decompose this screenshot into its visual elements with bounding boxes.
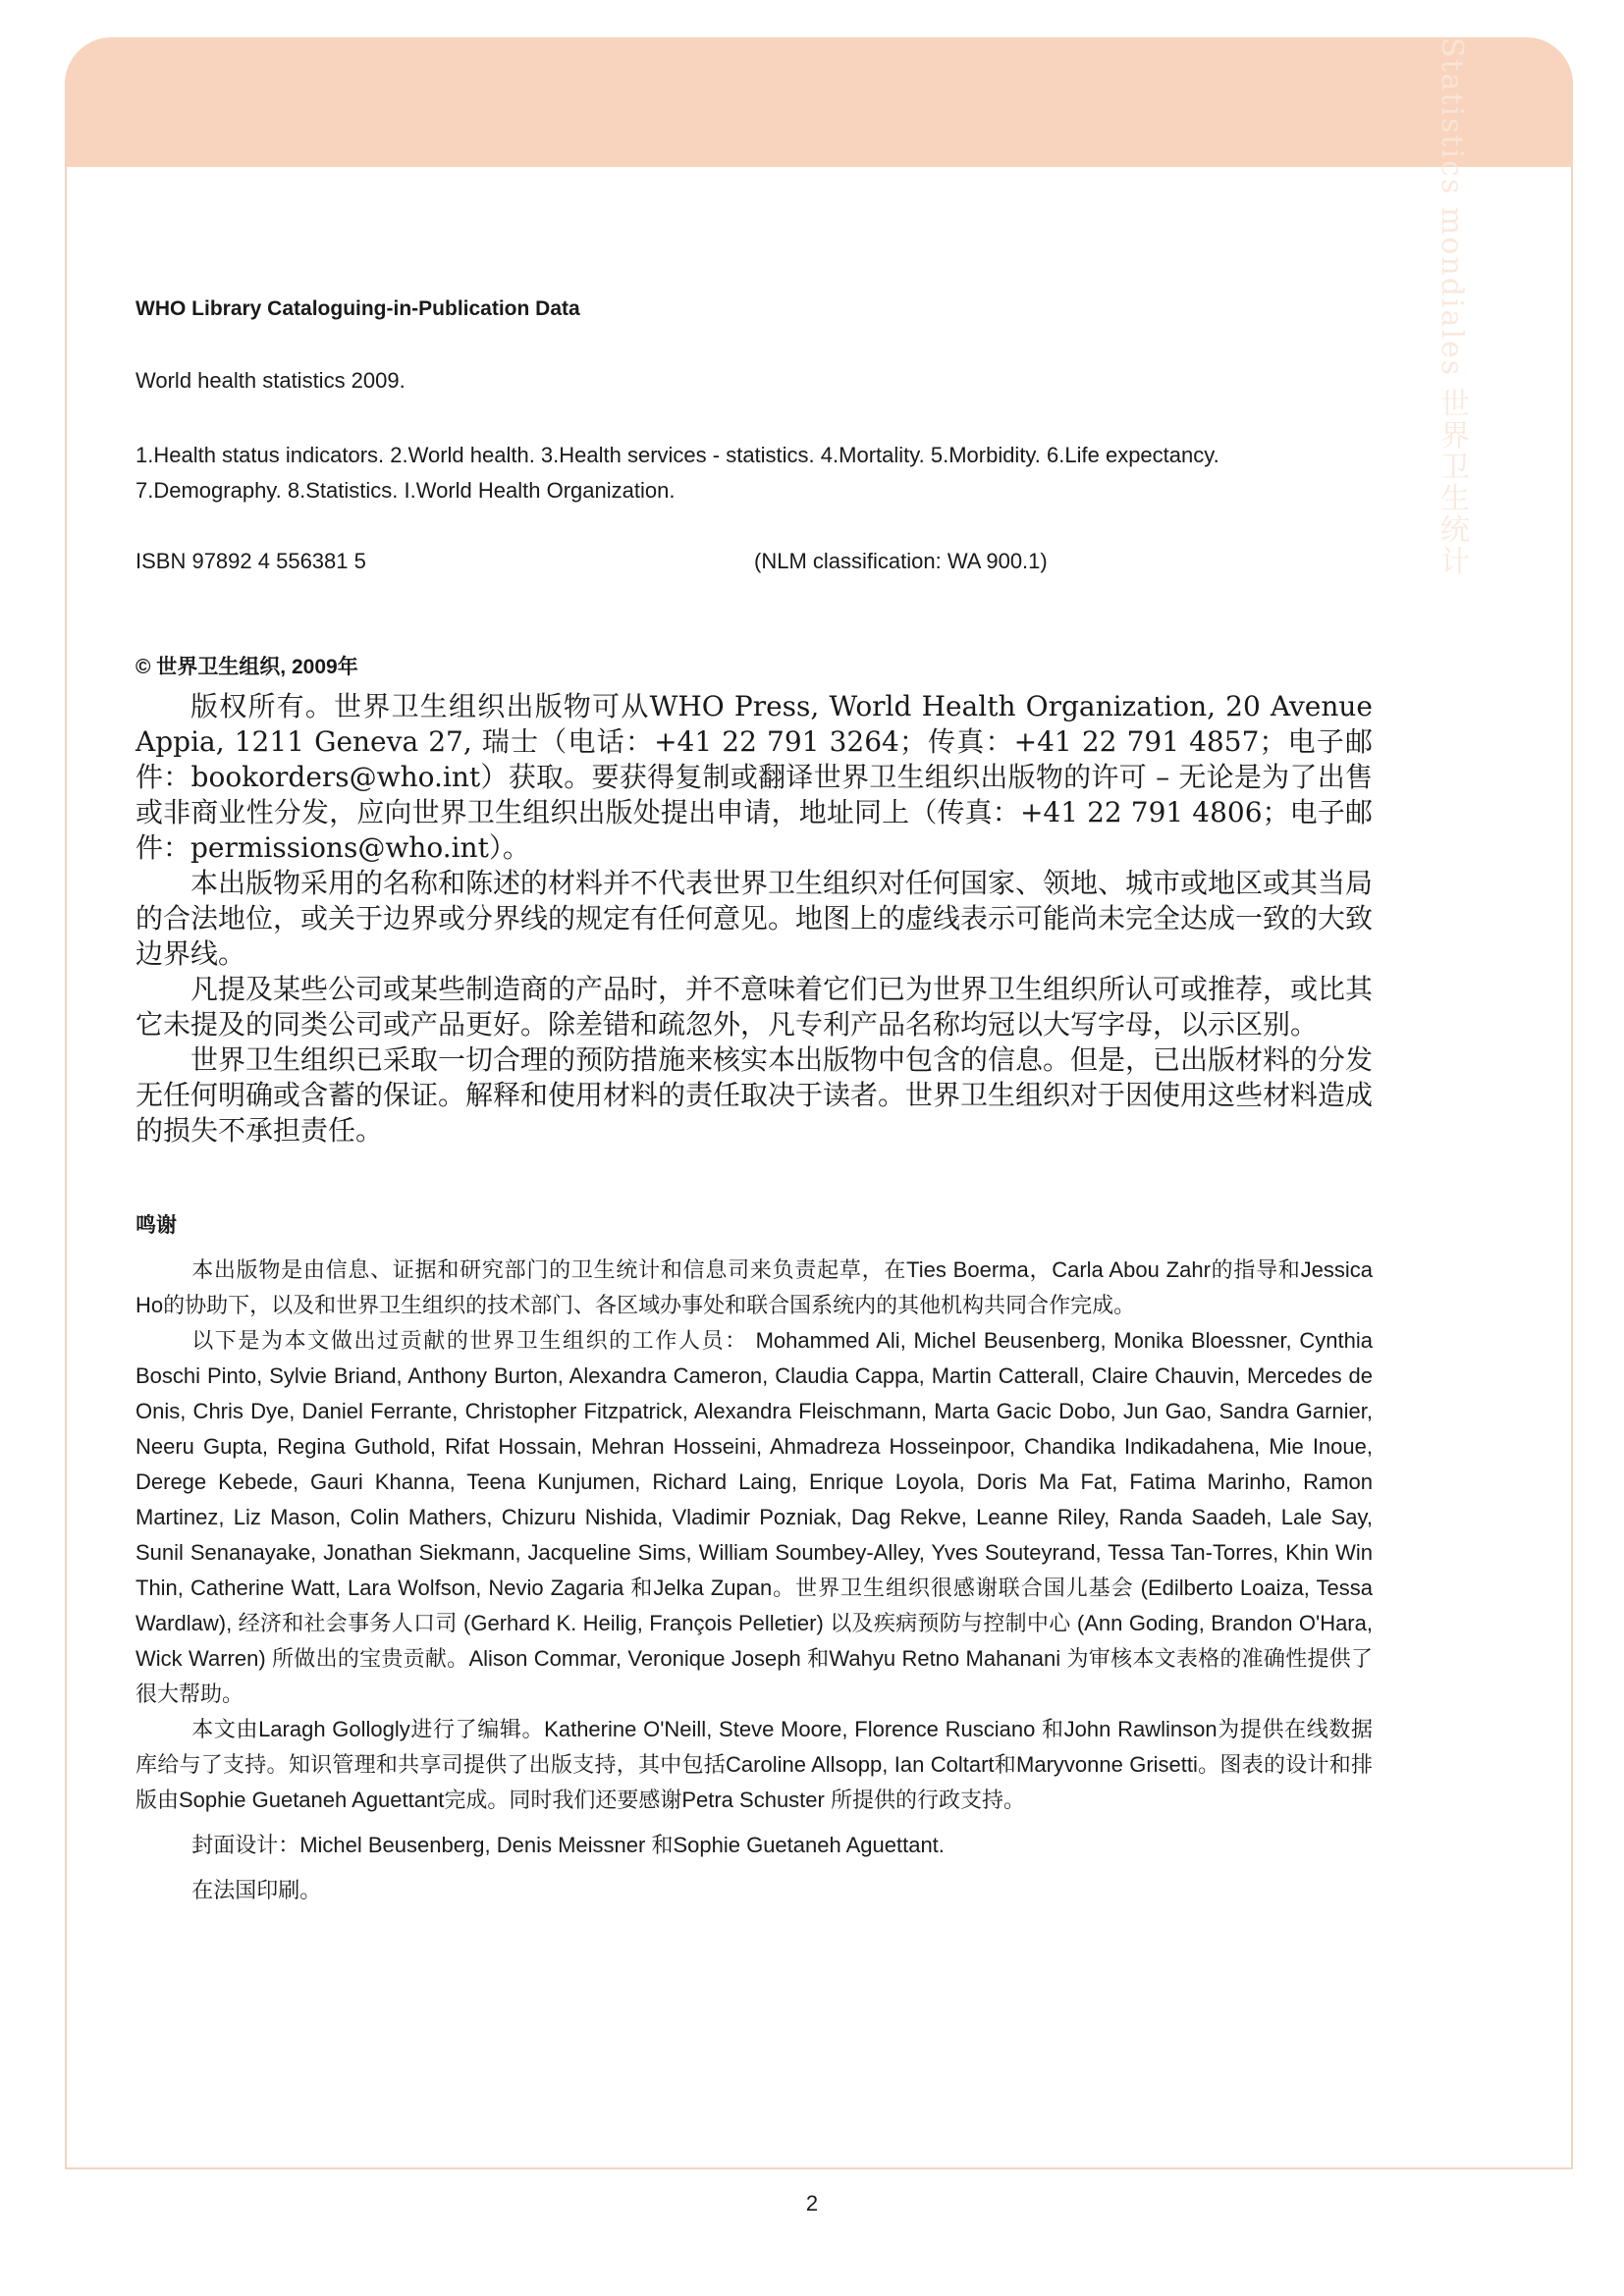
acknowledgements-paragraph: 以下是为本文做出过贡献的世界卫生组织的工作人员： Mohammed Ali, Michel Beusenberg, Monika Bloessner, Cynthia Boschi Pinto, Sylvie Briand, Anthony Burton, Alexandra Cameron, Claudia Cappa, Martin Catterall, Claire Chauvin, Mercedes de Onis, Chris Dye, Daniel Ferrante, Christopher Fitzpatrick, Alexandra Fleischmann, Marta Gacic Dobo, Jun Gao, Sandra Garnier, Neeru Gupta, Regina Guthold, Rifat Hossain, Mehran Hosseini, Ahmadreza Hosseinpoor, Chandika Indikadahena, Mie Inoue, Derege Kebede, Gauri Khanna, Teena Kunjumen, Richard Laing, Enrique Loyola, Doris Ma Fat, Fatima Marinho, Ramon Martinez, Liz Mason, Colin Mathers, Chizuru Nishida, Vladimir Pozniak, Dag Rekve, Leanne Riley, Randa Saadeh, Lale Say, Sunil Senanayake, Jonathan Siekmann, Jacqueline Sims, William Soumbey-Alley, Yves Souteyrand, Tessa Tan-Torres, Khin Win Thin, Catherine Watt, Lara Wolfson, Nevio Zagaria 和Jelka Zupan。世界卫生组织很感谢联合国儿基会 (Edilberto Loaiza, Tessa Wardlaw), 经济和社会事务人口司 (Gerhard K. Heilig, François Pelletier) 以及疾病预防与控制中心 (Ann Goding, Brandon O'Hara, Wick Warren) 所做出的宝贵贡献。Alison Commar, Veronique Joseph 和Wahyu Retno Mahanani 为审核本文表格的准确性提供了很大帮助。 — [135, 1328, 1373, 1706]
copyright-heading: © 世界卫生组织, 2009年 — [135, 656, 358, 678]
acknowledgements-text — [135, 1253, 1373, 1908]
copyright-paragraph: 版权所有。世界卫生组织出版物可从WHO Press, World Health Organization, 20 Avenue Appia, 1211 Geneva 27, 瑞士（电话：+41 22 791 3264；传真：+41 22 791 4857；电子邮件：bookorders@who.int）获取。要获得复制或翻译世界卫生组织出版物的许可 – 无论是为了出售或非商业性分发，应向世界卫生组织出版处提出申请，地址同上（传真：+41 22 791 4806；电子邮件：permissions@who.int）。 — [135, 690, 1373, 864]
acknowledgements-heading: 鸣谢 — [135, 1214, 177, 1237]
cip-subjects-line1: 1.Health status indicators. 2.World health. 3.Health services - statistics. 4.Mortality. 5.Morbidity. 6.Life expectancy. — [135, 443, 1219, 467]
copyright-paragraph: 世界卫生组织已采取一切合理的预防措施来核实本出版物中包含的信息。但是，已出版材料的分发无任何明确或含蓄的保证。解释和使用材料的责任取决于读者。世界卫生组织对于因使用这些材料造成的损失不承担责任。 — [135, 1043, 1374, 1147]
page-content — [135, 294, 1373, 1908]
copyright-paragraph: 凡提及某些公司或某些制造商的产品时，并不意味着它们已为世界卫生组织所认可或推荐，或比其它未提及的同类公司或产品更好。除差错和疏忽外，凡专利产品名称均冠以大写字母，以示区别。 — [135, 973, 1374, 1041]
cover-design-credit: 封面设计：Michel Beusenberg, Denis Meissner 和Sophie Guetaneh Aguettant. — [191, 1833, 945, 1857]
printed-in: 在法国印刷。 — [191, 1878, 322, 1902]
page-number: 2 — [805, 2191, 819, 2216]
acknowledgements-paragraph: 本出版物是由信息、证据和研究部门的卫生统计和信息司来负责起草，在Ties Boerma，Carla Abou Zahr的指导和Jessica Ho的协助下，以及和世界卫生组织的技术部门、各区域办事处和联合国系统内的其他机构共同合作完成。 — [135, 1257, 1373, 1317]
copyright-text — [135, 689, 1373, 1148]
acknowledgements-paragraph: 本文由Laragh Gollogly进行了编辑。Katherine O'Neill, Steve Moore, Florence Rusciano 和John Rawlinson为提供在线数据库给与了支持。知识管理和共享司提供了出版支持，其中包括Caroline Allsopp, Ian Coltart和Maryvonne Grisetti。图表的设计和排版由Sophie Guetaneh Aguettant完成。同时我们还要感谢Petra Schuster 所提供的行政支持。 — [135, 1717, 1373, 1812]
isbn: ISBN 97892 4 556381 5 — [135, 549, 366, 573]
nlm-classification: (NLM classification: WA 900.1) — [754, 549, 1048, 573]
cip-subjects-line2: 7.Demography. 8.Statistics. I.World Health Organization. — [135, 478, 676, 503]
copyright-paragraph: 本出版物采用的名称和陈述的材料并不代表世界卫生组织对任何国家、领地、城市或地区或其当局的合法地位，或关于边界或分界线的规定有任何意见。地图上的虚线表示可能尚未完全达成一致的大致边界线。 — [135, 867, 1374, 970]
cip-title: World health statistics 2009. — [135, 368, 406, 393]
cip-heading: WHO Library Cataloguing-in-Publication Data — [135, 297, 580, 320]
header-decoration: Statistics mondiales 世界卫生统计 — [1435, 37, 1469, 577]
isbn-row — [135, 544, 1373, 579]
